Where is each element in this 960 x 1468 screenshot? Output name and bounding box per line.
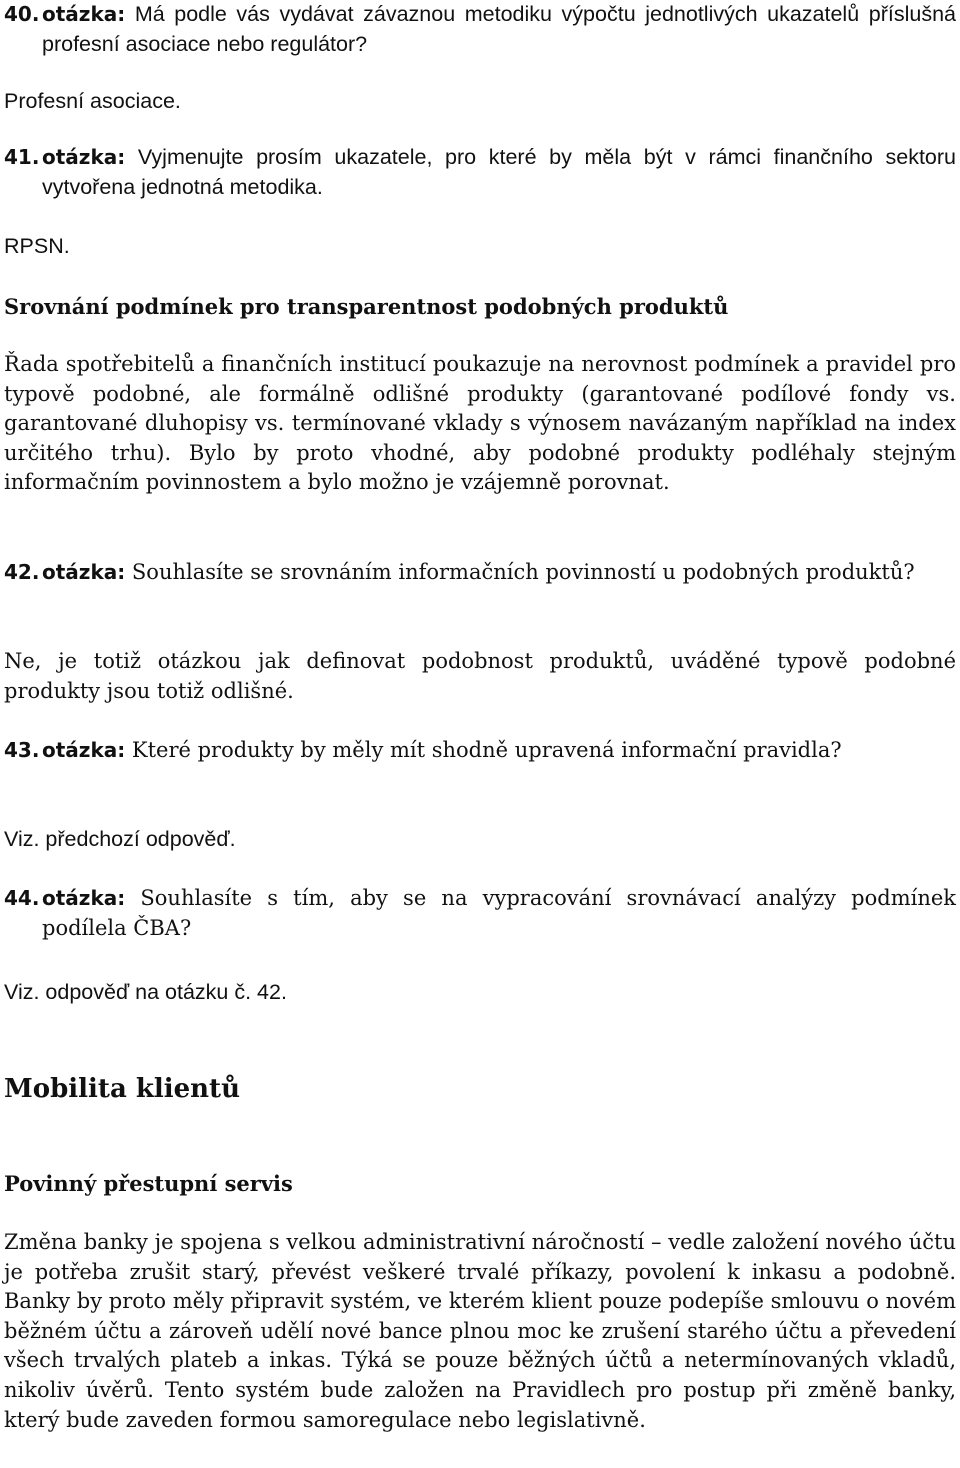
question-label: otázka:: [42, 738, 126, 762]
question-text: Souhlasíte se srovnáním informačních povinností u podobných produktů?: [131, 560, 915, 584]
question-label: otázka:: [42, 2, 126, 26]
question-40: [4, 0, 956, 59]
question-label: otázka:: [42, 145, 126, 169]
question-text-block: [42, 143, 956, 202]
section-paragraph-comparison: Řada spotřebitelů a finančních institucí poukazuje na nerovnost podmínek a pravidel pro typově podobné, ale formálně odlišné produkty (garantované podílové fondy vs. garantované dluhopisy vs. termínované vklady s výnosem navázaným například na index určitého trhu). Bylo by proto vhodné, aby podobné produkty podléhaly stejným informačním povinnostem a bylo možno je vzájemně porovnat.: [4, 352, 956, 495]
question-number: 42.: [4, 560, 40, 584]
question-text: Má podle vás vydávat závaznou metodiku výpočtu jednotlivých ukazatelů příslušná profesní asociace nebo regulátor?: [42, 2, 956, 56]
answer-41: RPSN.: [4, 234, 70, 258]
question-41: [4, 143, 956, 202]
question-text-block: [42, 0, 956, 59]
question-number: 40.: [4, 2, 40, 26]
question-42: [4, 558, 956, 588]
answer-43: Viz. předchozí odpověď.: [4, 827, 236, 851]
question-number: 41.: [4, 145, 40, 169]
question-43: [4, 736, 956, 766]
section-subheading-transfer-service: Povinný přestupní servis: [4, 1171, 293, 1196]
section-heading-comparison: Srovnání podmínek pro transparentnost podobných produktů: [4, 294, 729, 319]
answer-40: Profesní asociace.: [4, 89, 181, 113]
question-number: 43.: [4, 738, 40, 762]
question-44: [4, 884, 956, 943]
section-paragraph-mobility: Změna banky je spojena s velkou administrativní náročností – vedle založení nového účtu je potřeba zrušit starý, převést veškeré trvalé příkazy, povolení k inkasu a podobně. Banky by proto měly připravit systém, ve kterém klient pouze podepíše smlouvu o novém běžném účtu a zároveň udělí nové bance plnou moc ke zrušení starého účtu a převedení všech trvalých plateb a inkas. Týká se pouze běžných účtů a netermínovaných vkladů, nikoliv úvěrů. Tento systém bude založen na Pravidlech pro postup při změně banky, který bude zaveden formou samoregulace nebo legislativně.: [4, 1230, 956, 1432]
question-label: otázka:: [42, 886, 126, 910]
question-text-block: [42, 558, 956, 588]
question-number: 44.: [4, 886, 40, 910]
answer-44: Viz. odpověď na otázku č. 42.: [4, 980, 287, 1004]
section-heading-mobility: Mobilita klientů: [4, 1074, 240, 1104]
question-text-block: [42, 884, 956, 943]
question-label: otázka:: [42, 560, 126, 584]
question-text-block: [42, 736, 956, 766]
question-text: Vyjmenujte prosím ukazatele, pro které by měla být v rámci finančního sektoru vytvořena jednotná metodika.: [42, 145, 956, 199]
question-text: Souhlasíte s tím, aby se na vypracování srovnávací analýzy podmínek podílela ČBA?: [42, 886, 956, 940]
question-text: Které produkty by měly mít shodně upravená informační pravidla?: [131, 738, 842, 762]
answer-42: Ne, je totiž otázkou jak definovat podobnost produktů, uváděné typově podobné produkty jsou totiž odlišné.: [4, 649, 956, 703]
